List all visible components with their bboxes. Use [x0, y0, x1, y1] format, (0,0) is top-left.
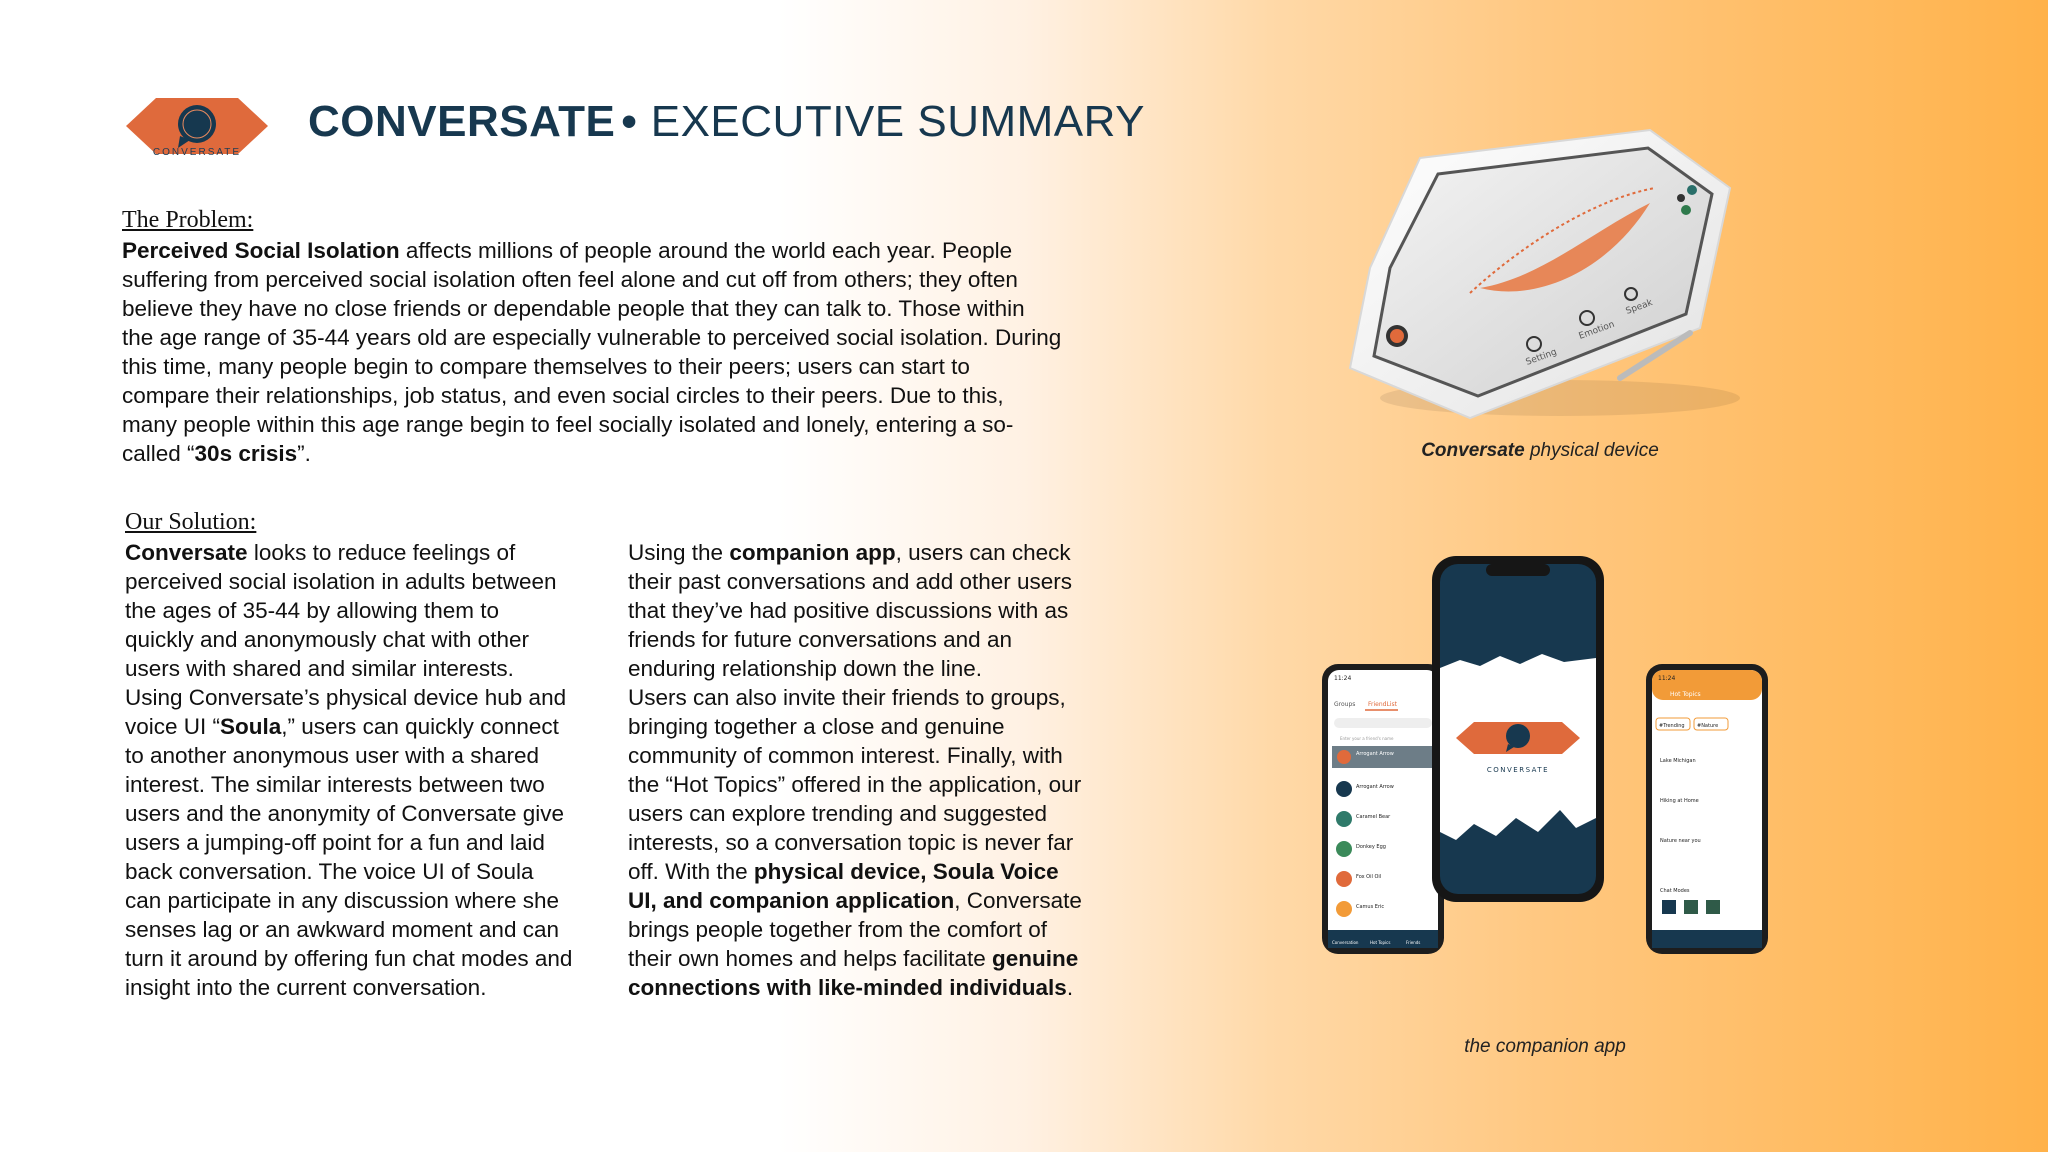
left-nav-conversation: Conversation — [1332, 940, 1359, 945]
solution-col2-para-2 — [628, 683, 1088, 1002]
solution-column-1 — [125, 538, 573, 1002]
solution-bold-lead: Conversate — [125, 540, 248, 565]
solution-heading: Our Solution: — [125, 509, 257, 535]
solution-col2-text-4: , Conversate brings people together from the comfort of their own homes and helps facilitate — [628, 888, 1082, 971]
solution-col1-text-2: ,” users can quickly connect to another anonymous user with a shared interest. The similar interests between two users and the anonymity of Conversate give users a jumping-off point for a fun and laid back conversation. The voice UI of Soula can participate in any discussion where she senses lag or an awkward moment and can turn it around by offering fun chat modes and insight into the current conversation. — [125, 714, 573, 1000]
left-friend-1: Arrogant Arrow — [1356, 784, 1394, 790]
left-friend-3: Donkey Egg — [1356, 844, 1386, 850]
solution-col2-text-5: . — [1066, 975, 1074, 1000]
logo-caption: CONVERSATE — [152, 147, 242, 158]
device-label-speak: Speak — [1624, 297, 1655, 317]
solution-col2-text-2: , users can check their past conversations and add other users that they’ve had positive discussions with as friends for future conversations and an enduring relationship down the line. — [628, 540, 1073, 681]
center-phone — [1432, 556, 1604, 902]
page-title — [308, 94, 1145, 150]
solution-bold-soula: Soula — [220, 714, 282, 739]
title-brand: CONVERSATE — [308, 97, 616, 146]
device-label-emotion: Emotion — [1577, 319, 1616, 342]
left-phone — [1322, 664, 1444, 954]
solution-col2-para-1 — [628, 538, 1088, 683]
solution-column-2 — [628, 538, 1088, 1002]
title-subtitle: EXECUTIVE SUMMARY — [650, 97, 1145, 146]
device-caption — [1330, 440, 1750, 462]
right-chip-trending: #Trending — [1659, 723, 1685, 729]
solution-col2-text-3: Users can also invite their friends to groups, bringing together a close and genuine community of common interest. Finally, with the “Hot Topics” offered in the application, our users can explore trending and suggested interests, so a conversation topic is never far off. With the — [628, 685, 1082, 884]
left-friend-2: Caramel Bear — [1356, 814, 1391, 820]
problem-paragraph — [122, 236, 1062, 468]
problem-text-2: ”. — [297, 441, 311, 466]
solution-col1-text-1: looks to reduce feelings of perceived social isolation in adults between the ages of 35-44 by allowing them to quickly and anonymously chat with other users with shared and similar interests. Using Conversate’s physical device hub and voice UI “ — [125, 540, 567, 739]
splash-label: CONVERSATE — [1486, 766, 1550, 774]
problem-bold-lead: Perceived Social Isolation — [122, 238, 400, 263]
left-friend-0: Arrogant Arrow — [1356, 751, 1394, 757]
solution-bold-connections: genuine connections with like-minded individuals — [628, 946, 1079, 1000]
left-tab-groups: Groups — [1334, 701, 1356, 708]
left-nav-friends: Friends — [1406, 940, 1421, 945]
left-friend-4: Fox Oil Oil — [1356, 874, 1382, 880]
right-item-0: Lake Michigan — [1660, 758, 1696, 764]
right-header: Hot Topics — [1670, 691, 1701, 698]
left-phone-time: 11:24 — [1334, 675, 1352, 682]
right-phone-time: 11:24 — [1658, 675, 1676, 682]
solution-col2-text-1: Using the — [628, 540, 730, 565]
right-section-chat-modes: Chat Modes — [1660, 888, 1690, 894]
physical-device-image — [1330, 118, 1750, 438]
right-phone — [1646, 664, 1768, 954]
device-caption-bold: Conversate — [1421, 440, 1525, 461]
solution-bold-products: physical device, Soula Voice UI, and companion application — [628, 859, 1059, 913]
left-nav-hot-topics: Hot Topics — [1370, 940, 1391, 945]
left-friend-5: Camus Eric — [1356, 904, 1385, 910]
problem-heading: The Problem: — [122, 207, 254, 233]
app-caption: the companion app — [1464, 1036, 1626, 1057]
problem-text-1: affects millions of people around the world each year. People suffering from perceived social isolation often feel alone and cut off from others; they often believe they have no close friends or dependable people that they can talk to. Those within the age range of 35-44 years old are especially vulnerable to perceived social isolation. During this time, many people begin to compare themselves to their peers; users can start to compare their relationships, job status, and even social circles to their peers. Due to this, many people within this age range begin to feel socially isolated and lonely, entering a so-called “ — [122, 238, 1062, 466]
device-caption-rest: physical device — [1524, 440, 1659, 461]
device-label-setting: Setting — [1524, 347, 1559, 368]
left-tab-friendlist: FriendList — [1368, 701, 1397, 708]
right-item-1: Hiking at Home — [1660, 798, 1699, 804]
right-item-2: Nature near you — [1660, 838, 1701, 844]
solution-bold-app: companion app — [729, 540, 896, 565]
companion-app-image — [1310, 548, 1780, 1008]
problem-bold-crisis: 30s crisis — [194, 441, 298, 466]
right-chip-nature: #Nature — [1697, 723, 1719, 729]
left-search-placeholder: Enter your a friend's name — [1340, 736, 1394, 741]
title-separator: • — [621, 97, 637, 146]
